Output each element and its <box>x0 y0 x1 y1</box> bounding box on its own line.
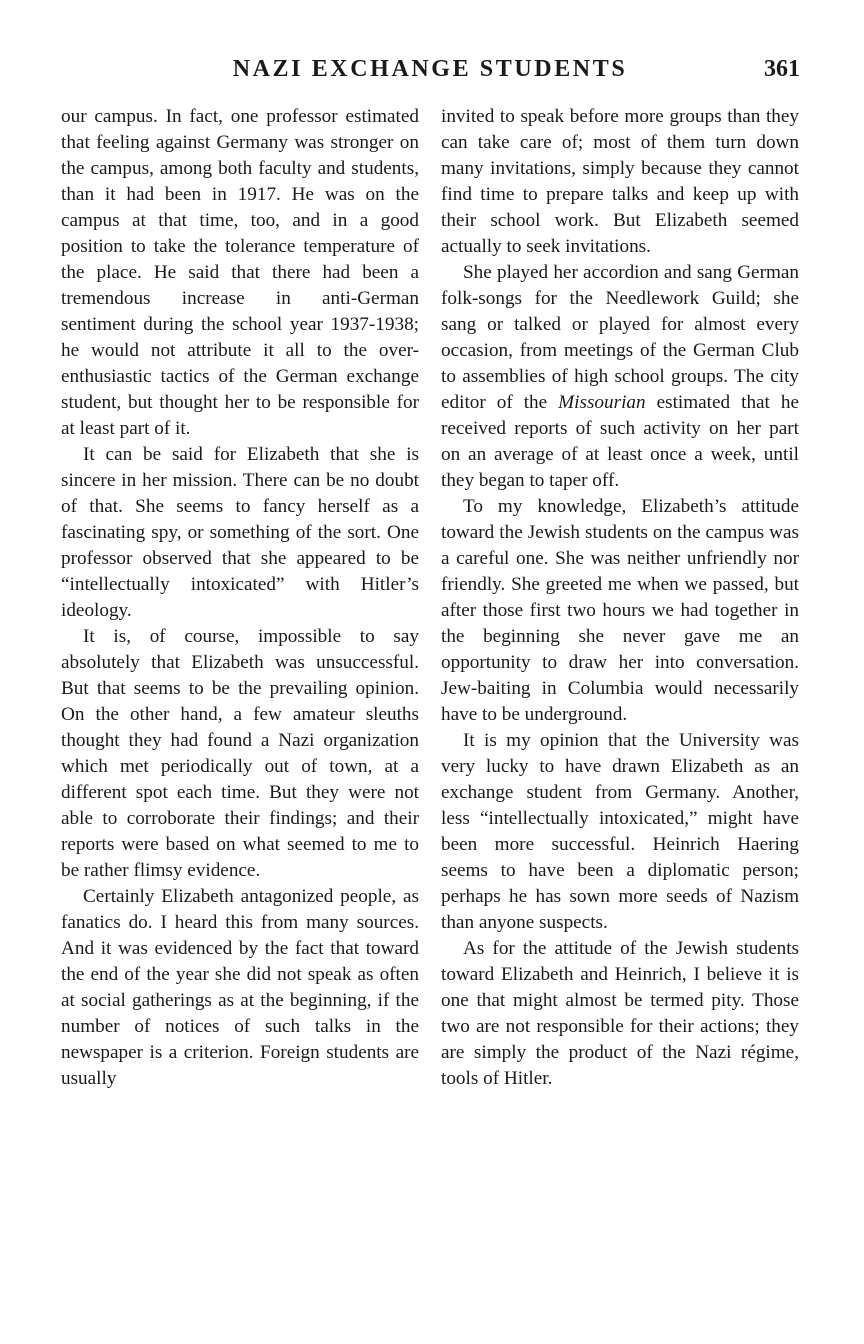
paragraph: It can be said for Elizabeth that she is sincere in her mission. There can be no doubt of that. She seems to fancy herself as a fascinating spy, or something of the sort. One professor observed that she appeared to be “intellectually intoxicated” with Hitler’s ideology. <box>61 444 419 621</box>
right-column <box>441 104 799 1092</box>
paragraph-continued: invited to speak before more groups than they can take care of; most of them turn down many invitations, simply because they cannot find time to prepare talks and keep up with their school work. But Elizabeth seemed actually to seek invitations. <box>441 106 799 257</box>
paragraph: It is my opinion that the University was very lucky to have drawn Elizabeth as an exchange student from Germany. Another, less “intellectually intoxicated,” might have been more successful. Heinrich Haering seems to have been a diplomatic person; perhaps he has sown more seeds of Nazism than anyone suspects. <box>441 730 799 933</box>
running-title: NAZI EXCHANGE STUDENTS <box>232 56 628 82</box>
paragraph: It is, of course, impossible to say absolutely that Elizabeth was unsuccessful. But that seems to be the prevailing opinion. On the other hand, a few amateur sleuths thought they had found a Nazi organization which met periodically out of town, at a different spot each time. But they were not able to corroborate their findings; and their reports were based on what seemed to me to be rather flimsy evidence. <box>61 626 419 881</box>
paragraph-text: estimated that he received reports of such activity on her part on an average of at least once a week, until they began to taper off. <box>441 392 799 491</box>
newspaper-title: Missourian <box>558 392 646 413</box>
paragraph: As for the attitude of the Jewish students toward Elizabeth and Heinrich, I believe it is one that might almost be termed pity. Those two are not responsible for their actions; they are simply the product of the Nazi régime, tools of Hitler. <box>441 938 799 1089</box>
page-number: 361 <box>764 56 800 82</box>
paragraph <box>441 260 799 494</box>
running-head <box>60 54 800 90</box>
paragraph: Certainly Elizabeth antagonized people, as fanatics do. I heard this from many sources. And it was evidenced by the fact that toward the end of the year she did not speak as often at social gatherings as at the beginning, if the number of notices of such talks in the newspaper is a criterion. Foreign students are usually <box>61 886 419 1089</box>
left-column <box>61 104 419 1092</box>
paragraph: To my knowledge, Elizabeth’s attitude toward the Jewish students on the campus was a careful one. She was neither unfriendly nor friendly. She greeted me when we passed, but after those first two hours we had together in the beginning she never gave me an opportunity to draw her into conversation. Jew-baiting in Columbia would necessarily have to be underground. <box>441 496 799 725</box>
paragraph-text: She played her accordion and sang German folk-songs for the Needlework Guild; she sang or talked or played for almost every occasion, from meetings of the German Club to assemblies of high school groups. The city editor of the <box>441 262 799 413</box>
paragraph-continued: our campus. In fact, one professor estimated that feeling against Germany was stronger on the campus, among both faculty and students, than it had been in 1917. He was on the campus at that time, too, and in a good position to take the tolerance temperature of the place. He said that there had been a tremendous increase in anti-German sentiment during the school year 1937-1938; he would not attribute it all to the over-enthusiastic tactics of the German exchange student, but thought her to be responsible for at least part of it. <box>61 106 419 439</box>
